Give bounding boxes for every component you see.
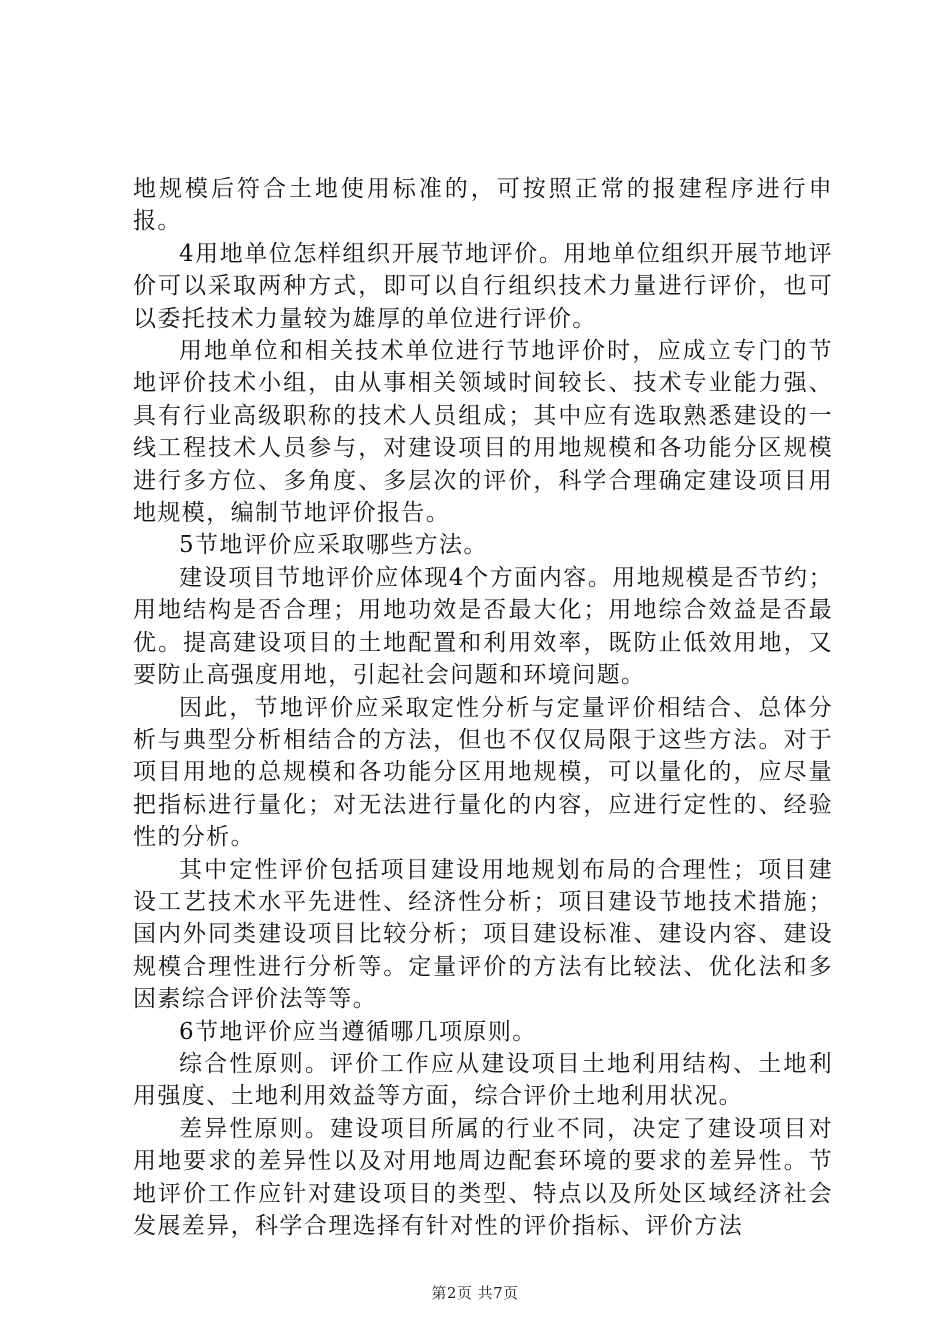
section-heading-6: 6节地评价应当遵循哪几项原则。: [179, 1018, 537, 1045]
paragraph-1: 地规模后符合土地使用标准的，可按照正常的报建程序进行申报。: [133, 176, 833, 235]
paragraph-5: 建设项目节地评价应体现4个方面内容。用地规模是否节约；用地结构是否合理；用地功效是否最大化；用地综合效益是否最优。提高建设项目的土地配置和利用效率，既防止低效用地，又要防止高强度用地，引起社会问题和环境问题。: [133, 564, 833, 689]
paragraph-2: 4用地单位怎样组织开展节地评价。用地单位组织开展节地评价可以采取两种方式，即可以自行组织技术力量进行评价，也可以委托技术力量较为雄厚的单位进行评价。: [133, 240, 833, 332]
paragraph-10: 差异性原则。建设项目所属的行业不同，决定了建设项目对用地要求的差异性以及对用地周边配套环境的要求的差异性。节地评价工作应针对建设项目的类型、特点以及所处区域经济社会发展差异，科学合理选择有针对性的评价指标、评价方法: [133, 1115, 833, 1239]
section-heading-5: 5节地评价应采取哪些方法。: [179, 532, 488, 559]
paragraph-9: 综合性原则。评价工作应从建设项目土地利用结构、土地利用强度、土地利用效益等方面，综合评价土地利用状况。: [133, 1050, 833, 1110]
page-number-footer: 第2页 共7页: [431, 1284, 519, 1302]
paragraph-3: 用地单位和相关技术单位进行节地评价时，应成立专门的节地评价技术小组，由从事相关领域时间较长、技术专业能力强、具有行业高级职称的技术人员组成；其中应有选取熟悉建设的一线工程技术人员参与，对建设项目的用地规模和各功能分区规模进行多方位、多角度、多层次的评价，科学合理确定建设项目用地规模，编制节地评价报告。: [133, 338, 833, 527]
document-body: [133, 173, 833, 1242]
paragraph-7: 其中定性评价包括项目建设用地规划布局的合理性；项目建设工艺技术水平先进性、经济性分析；项目建设节地技术措施；国内外同类建设项目比较分析；项目建设标准、建设内容、建设规模合理性进行分析等。定量评价的方法有比较法、优化法和多因素综合评价法等等。: [133, 856, 833, 1013]
paragraph-6: 因此，节地评价应采取定性分析与定量评价相结合、总体分析与典型分析相结合的方法，但也不仅仅局限于这些方法。对于项目用地的总规模和各功能分区用地规模，可以量化的，应尽量把指标进行量化；对无法进行量化的内容，应进行定性的、经验性的分析。: [133, 694, 833, 851]
